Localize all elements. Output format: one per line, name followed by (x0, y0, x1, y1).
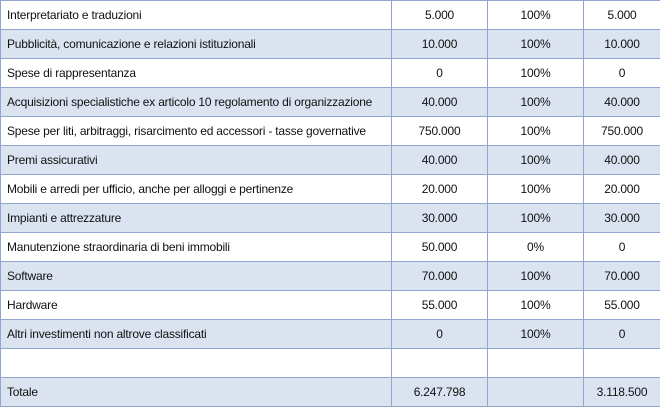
table-row (1, 1, 660, 30)
table-row (1, 30, 660, 59)
row-amount: 50.000 (392, 233, 488, 262)
empty-cell (488, 349, 584, 378)
row-amount: 10.000 (392, 30, 488, 59)
table-row (1, 88, 660, 117)
row-amount: 40.000 (392, 146, 488, 175)
row-final-amount: 40.000 (584, 146, 660, 175)
row-description: Mobili e arredi per ufficio, anche per alloggi e pertinenze (1, 175, 392, 204)
table-row (1, 146, 660, 175)
row-description: Software (1, 262, 392, 291)
row-percentage: 0% (488, 233, 584, 262)
row-description: Interpretariato e traduzioni (1, 1, 392, 30)
row-final-amount: 55.000 (584, 291, 660, 320)
row-description: Spese di rappresentanza (1, 59, 392, 88)
row-amount: 30.000 (392, 204, 488, 233)
row-final-amount: 30.000 (584, 204, 660, 233)
total-label: Totale (1, 378, 392, 407)
row-final-amount: 0 (584, 59, 660, 88)
row-description: Manutenzione straordinaria di beni immobili (1, 233, 392, 262)
total-amount: 6.247.798 (392, 378, 488, 407)
table-row (1, 204, 660, 233)
row-percentage: 100% (488, 88, 584, 117)
table-row (1, 117, 660, 146)
empty-cell (392, 349, 488, 378)
row-percentage: 100% (488, 30, 584, 59)
row-percentage: 100% (488, 291, 584, 320)
row-description: Premi assicurativi (1, 146, 392, 175)
row-final-amount: 0 (584, 320, 660, 349)
row-final-amount: 0 (584, 233, 660, 262)
row-final-amount: 70.000 (584, 262, 660, 291)
budget-table-body (1, 1, 660, 407)
row-final-amount: 750.000 (584, 117, 660, 146)
row-percentage: 100% (488, 262, 584, 291)
row-percentage: 100% (488, 204, 584, 233)
row-description: Pubblicità, comunicazione e relazioni istituzionali (1, 30, 392, 59)
table-row (1, 59, 660, 88)
table-row (1, 175, 660, 204)
row-description: Acquisizioni specialistiche ex articolo 10 regolamento di organizzazione (1, 88, 392, 117)
table-row (1, 233, 660, 262)
row-description: Altri investimenti non altrove classificati (1, 320, 392, 349)
row-amount: 55.000 (392, 291, 488, 320)
row-amount: 5.000 (392, 1, 488, 30)
table-row (1, 262, 660, 291)
row-final-amount: 10.000 (584, 30, 660, 59)
row-description: Impianti e attrezzature (1, 204, 392, 233)
row-percentage: 100% (488, 320, 584, 349)
row-amount: 20.000 (392, 175, 488, 204)
row-final-amount: 40.000 (584, 88, 660, 117)
empty-cell (584, 349, 660, 378)
total-final-amount: 3.118.500 (584, 378, 660, 407)
row-amount: 0 (392, 320, 488, 349)
table-row (1, 320, 660, 349)
row-percentage: 100% (488, 146, 584, 175)
total-row (1, 378, 660, 407)
row-description: Hardware (1, 291, 392, 320)
empty-row (1, 349, 660, 378)
row-amount: 0 (392, 59, 488, 88)
row-percentage: 100% (488, 117, 584, 146)
row-percentage: 100% (488, 1, 584, 30)
row-final-amount: 20.000 (584, 175, 660, 204)
total-percentage (488, 378, 584, 407)
table-row (1, 291, 660, 320)
row-percentage: 100% (488, 175, 584, 204)
empty-cell (1, 349, 392, 378)
row-amount: 40.000 (392, 88, 488, 117)
row-amount: 70.000 (392, 262, 488, 291)
row-description: Spese per liti, arbitraggi, risarcimento ed accessori - tasse governative (1, 117, 392, 146)
row-percentage: 100% (488, 59, 584, 88)
row-final-amount: 5.000 (584, 1, 660, 30)
row-amount: 750.000 (392, 117, 488, 146)
